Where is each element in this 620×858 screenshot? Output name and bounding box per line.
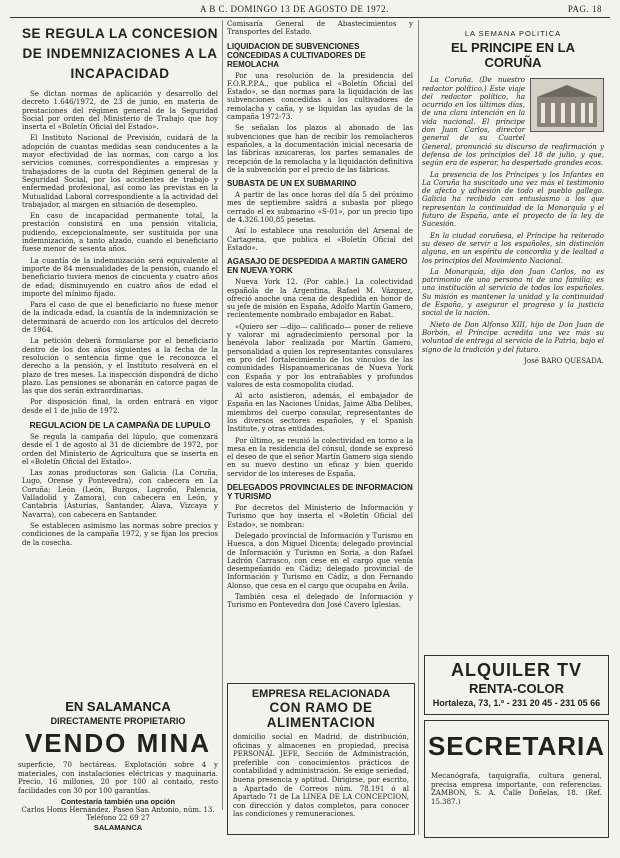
article-paragraph: Al acto asistieron, además, el embajador de España en las Naciones Unidas, Jaime Alba Delibes, miembros del cuerpo consular, representantes de los diversos sectores españoles, y el Spanish Institute, y otras entidades.	[227, 392, 413, 434]
ad-headline: VENDO MINA	[24, 728, 212, 758]
column-1	[22, 20, 218, 785]
article-paragraph: Las zonas productoras son Galicia (La Coruña, Lugo, Orense y Pontevedra), con cabecera en La Coruña; León (León, Burgos, Logroño, Palencia, Valladolid y Zamora), con cabecera en León, y Cantabria (Asturias, Santander, Álava, Vizcaya y Navarra), con cabecera en Santander.	[22, 469, 218, 519]
article-paragraph: En la ciudad coruñesa, el Príncipe ha reiterado su deseo de servir a los españoles, sin distinción alguna, en un espíritu de concordia y de lealtad a los principios del Movimiento Nacional.	[422, 231, 604, 265]
article-paragraph: La petición deberá formularse por el beneficiario dentro de los dos años siguientes a la fecha de la resolución o sentencia firme que le reconozca el derecho a la pensión, y el Instituto resolverá en el plazo de tres meses. La inspección dispondrá de dicho plazo. Las pensiones se abonarán en catorce pagas de las que dos serán extraordinarias.	[22, 337, 218, 396]
article-paragraph: Por decretos del Ministerio de Información y Turismo que hoy inserta el «Boletín Oficial del Estado», se nombran:	[227, 504, 413, 529]
ad-subtitle: RENTA-COLOR	[468, 681, 565, 696]
article-paragraph: Por disposición final, la orden entrará en vigor desde el 1 de julio de 1972.	[22, 398, 218, 415]
article-paragraph: «Quiero ser —dijo— calificado— poner de relieve y valorar mi agradecimiento personal por la benévola labor realizada por Martín Gamero, personalidad a quien los representantes consulares en pro del fortalecimiento de los vínculos de las comunidades Hispanoamericanas de Nueva York con España y por los entrañables y profundos valores de esta cosmopolita ciudad.	[227, 322, 413, 389]
ad-body: superficie, 70 hectáreas. Explotación sobre 4 y materiales, con instalaciones eléctricas y maquinaria. Precio, 16 millones, 20 por 100 al contado, resto facilidades con 30 por 100 garantías.	[18, 761, 218, 795]
article-paragraph: A partir de las once horas del día 5 del próximo mes de septiembre saldrá a subasta por pliego cerrado el ex submarino «S-01», por un precio tipo de 4.326.100,85 pesetas.	[227, 191, 413, 225]
ad-headline: CON RAMO DE ALIMENTACION	[266, 700, 376, 730]
ad-contact: Carlos Homs Hernández. Paseo San Antonio, núm. 13. Teléfono 22 69 27	[21, 806, 215, 823]
ad-secretaria	[424, 720, 609, 838]
ad-vendo-mina	[18, 695, 218, 843]
ad-title: EN SALAMANCA	[65, 699, 171, 714]
ad-body: domicilio social en Madrid, de distribución, oficinas y almacenes en propiedad, precisa PERSONAL JEFE, Sección de Administración, preferible con conocimientos prácticos de contabilidad y administración. Se exige seriedad, buena presencia y aptitud. Dirigirse, por escrito, a Apartado de Correos núm. 78.191 ó al Apartado 71 de La LINEA DE LA CONCEPCION, con dirección y datos completos, para conocer las condiciones y remuneraciones.	[233, 733, 409, 819]
ad-body: Mecanógrafa, taquigrafía, cultura general, precisa empresa importante, con referencias. ZAMBON, S. A. Calle Doñelas, 18. (Ref. 15.387.)	[431, 772, 602, 806]
section-kicker: LA SEMANA POLITICA	[464, 29, 562, 38]
ad-city: SALAMANCA	[93, 822, 143, 832]
article-paragraph: La Coruña. (De nuestro redactor político.) Este viaje del redactor político, ha ocurrido en los últimos días, de una clara intención en la vida nacional. El príncipe don Juan Carlos, director general de su Cuartel General, pronunció su discurso de reafirmación y defensa de los principios del 18 de julio, y que, según era de esperar, ha despertado grandes ecos.	[422, 76, 604, 168]
article-paragraph: Se establecen asimismo las normas sobre precios y condiciones de la campaña 1972, y se fijan los precios de la cosecha.	[22, 521, 218, 547]
headline-agasajo: AGASAJO DE DESPEDIDA A MARTIN GAMERO EN NUEVA YORK	[227, 257, 408, 276]
ad-empresa-alimentacion	[227, 683, 415, 835]
article-continuation: Comisaría General de Abastecimientos y Transportes del Estado.	[227, 20, 413, 37]
headline-remolacha: LIQUIDACION DE SUBVENCIONES CONCEDIDAS A CULTIVADORES DE REMOLACHA	[227, 41, 366, 69]
ad-title: ALQUILER TV	[451, 660, 582, 680]
article-photo	[530, 78, 604, 132]
page-header	[10, 4, 610, 16]
column-3	[422, 20, 604, 670]
article-paragraph: La cuantía de la indemnización será equivalente al importe de 84 mensualidades de la pensión, cuando el beneficiario tuviera menos de cincuenta y cuatro años de edad; disminuyendo en cuatro años de edad el importe del mínimo fijado.	[22, 256, 218, 298]
headline-indemnizaciones: SE REGULA LA CONCESION DE INDEMNIZACIONES A LA INCAPACIDAD	[22, 26, 218, 81]
article-paragraph: La Monarquía, dijo don Juan Carlos, no es patrimonio de una persona ni de una familia; es una institución al servicio de todos los españoles. Su misión es mantener la unidad y la continuidad de España, y asegurar el progreso y la justicia social de la nación.	[422, 267, 604, 318]
column-2	[227, 20, 413, 675]
building-illustration	[531, 79, 603, 131]
ad-alquiler-tv	[424, 655, 609, 715]
ad-headline: SECRETARIA	[427, 731, 606, 761]
column-divider-1	[222, 20, 223, 810]
headline-principe: EL PRINCIPE EN LA CORUÑA	[450, 40, 575, 71]
article-paragraph: Nieto de Don Alfonso XIII, hijo de Don Juan de Borbón, el Príncipe acredita una vez más su voluntad de entrega al servicio de la Patria, bajo el signo de la tradición y del futuro.	[422, 320, 604, 354]
article-paragraph: Para el caso de que el beneficiario no fuese menor de la indicada edad, la cuantía de la indemnización se determinará de acuerdo con los artículos del decreto de 1964.	[22, 301, 218, 335]
article-paragraph: La presencia de los Príncipes y los Infantes en La Coruña ha suscitado una vez más el testimonio de afecto y adhesión de todo el pueblo gallego. Galicia ha recibido con entusiasmo a los que representan la continuidad de la Monarquía y el futuro de España, ante el proyecto de la ley de Sucesión.	[422, 170, 604, 229]
article-paragraph: En caso de incapacidad permanente total, la prestación consistirá en una pensión vitalicia, pudiendo, excepcionalmente, ser sustituida por una indemnización, a tanto alzado, cuando el beneficiario fuese menor de sesenta años.	[22, 212, 218, 254]
page-number: PAG. 18	[567, 4, 602, 14]
article-paragraph: Se señalan los plazos al abonado de las subvenciones que han de recibir los remolacheros españoles, a la documentación inicial necesaria de las fábricas azucareras, los partes semanales de recepción de la remolacha y la liquidación definitiva de la subvención por el precio de las fábricas.	[227, 124, 413, 174]
headline-submarino: SUBASTA DE UN EX SUBMARINO	[227, 179, 357, 189]
article-paragraph: También cesa el delegado de Información y Turismo en Pontevedra don José Cavero Iglesias.	[227, 593, 413, 610]
ad-title: EMPRESA RELACIONADA	[251, 688, 391, 700]
article-paragraph: Nueva York 12. (Por cable.) La colectividad española de la Argentina, Rafael M. Vázquez, ofreció anoche una cena de despedida en honor de su jefe de misión en España, Adolfo Martín Gamero, recientemente nombrado embajador en Rabat.	[227, 278, 413, 320]
article-paragraph: Así lo establece una resolución del Arsenal de Cartagena, que publica el «Boletín Oficial del Estado».	[227, 227, 413, 252]
article-paragraph: El Instituto Nacional de Previsión, cuidará de la adopción de cuantas medidas sean conducentes a la mayor efectividad de las normas, con cargo a los servicios comunes, correspondientes a empresas y trabajadores de la cuota del Régimen general de la Seguridad Social, por los accidentes de trabajo y enfermedad profesional, así como las previstas en la Mutualidad Laboral correspondiente a la actividad del trabajador, al margen en situación de desempleo.	[22, 134, 218, 209]
byline-signature: José BARO QUESADA.	[524, 356, 604, 365]
article-paragraph: Se regula la campaña del lúpulo, que comenzará desde el 1 de agosto al 31 de diciembre de 1972, por orden del Ministerio de Agricultura que se inserta en el «Boletín Oficial del Estado».	[22, 432, 218, 466]
column-divider-2	[418, 20, 419, 835]
headline-delegados: DELEGADOS PROVINCIALES DE INFORMACION Y TURISMO	[227, 483, 413, 502]
article-paragraph: Se dictan normas de aplicación y desarrollo del decreto 1.646/1972, de 23 de junio, en materia de prestaciones del régimen general de la Seguridad Social por orden del Ministerio de Trabajo que hoy inserta el «Boletín Oficial del Estado».	[22, 90, 218, 132]
header-dateline: A B C. DOMINGO 13 DE AGOSTO DE 1972.	[200, 4, 389, 14]
ad-note: Contestaría también una opción	[60, 797, 176, 806]
ad-contact: Hortaleza, 73, 1.º - 231 20 45 - 231 05 66	[432, 698, 601, 708]
article-paragraph: Por una resolución de la presidencia del F.O.R.P.P.A., que publica el «Boletín Oficial del Estado», se dan normas para la liquidación de las subvenciones concedidas a los cultivadores de remolacha y caña, y se liquidan las ayudas de la campaña 1972-73.	[227, 71, 413, 122]
article-paragraph: Delegado provincial de Información y Turismo en Huesca, a don Miguel Dicenta; delegado provincial de Información y Turismo en Soria, a don Rafael Ladrón Carrasco, con cese en el cargo que venía desempeñando en Cádiz; delegado provincial de Información y Turismo en Cádiz, a don Fernando Alonso, que cesa en el cargo que ocupaba en Ávila.	[227, 531, 413, 590]
header-rule	[10, 17, 610, 18]
headline-lupulo: REGULACION DE LA CAMPAÑA DE LUPULO	[29, 419, 211, 430]
article-paragraph: Por último, se reunió la colectividad en torno a la mesa en la residencia del cónsul, donde se expresó el deseo de que el señor Martín Gamero siga siendo en su nuevo destino un eficaz y bien querido servidor de los intereses de España.	[227, 436, 413, 478]
ad-subtitle: DIRECTAMENTE PROPIETARIO	[50, 716, 186, 726]
